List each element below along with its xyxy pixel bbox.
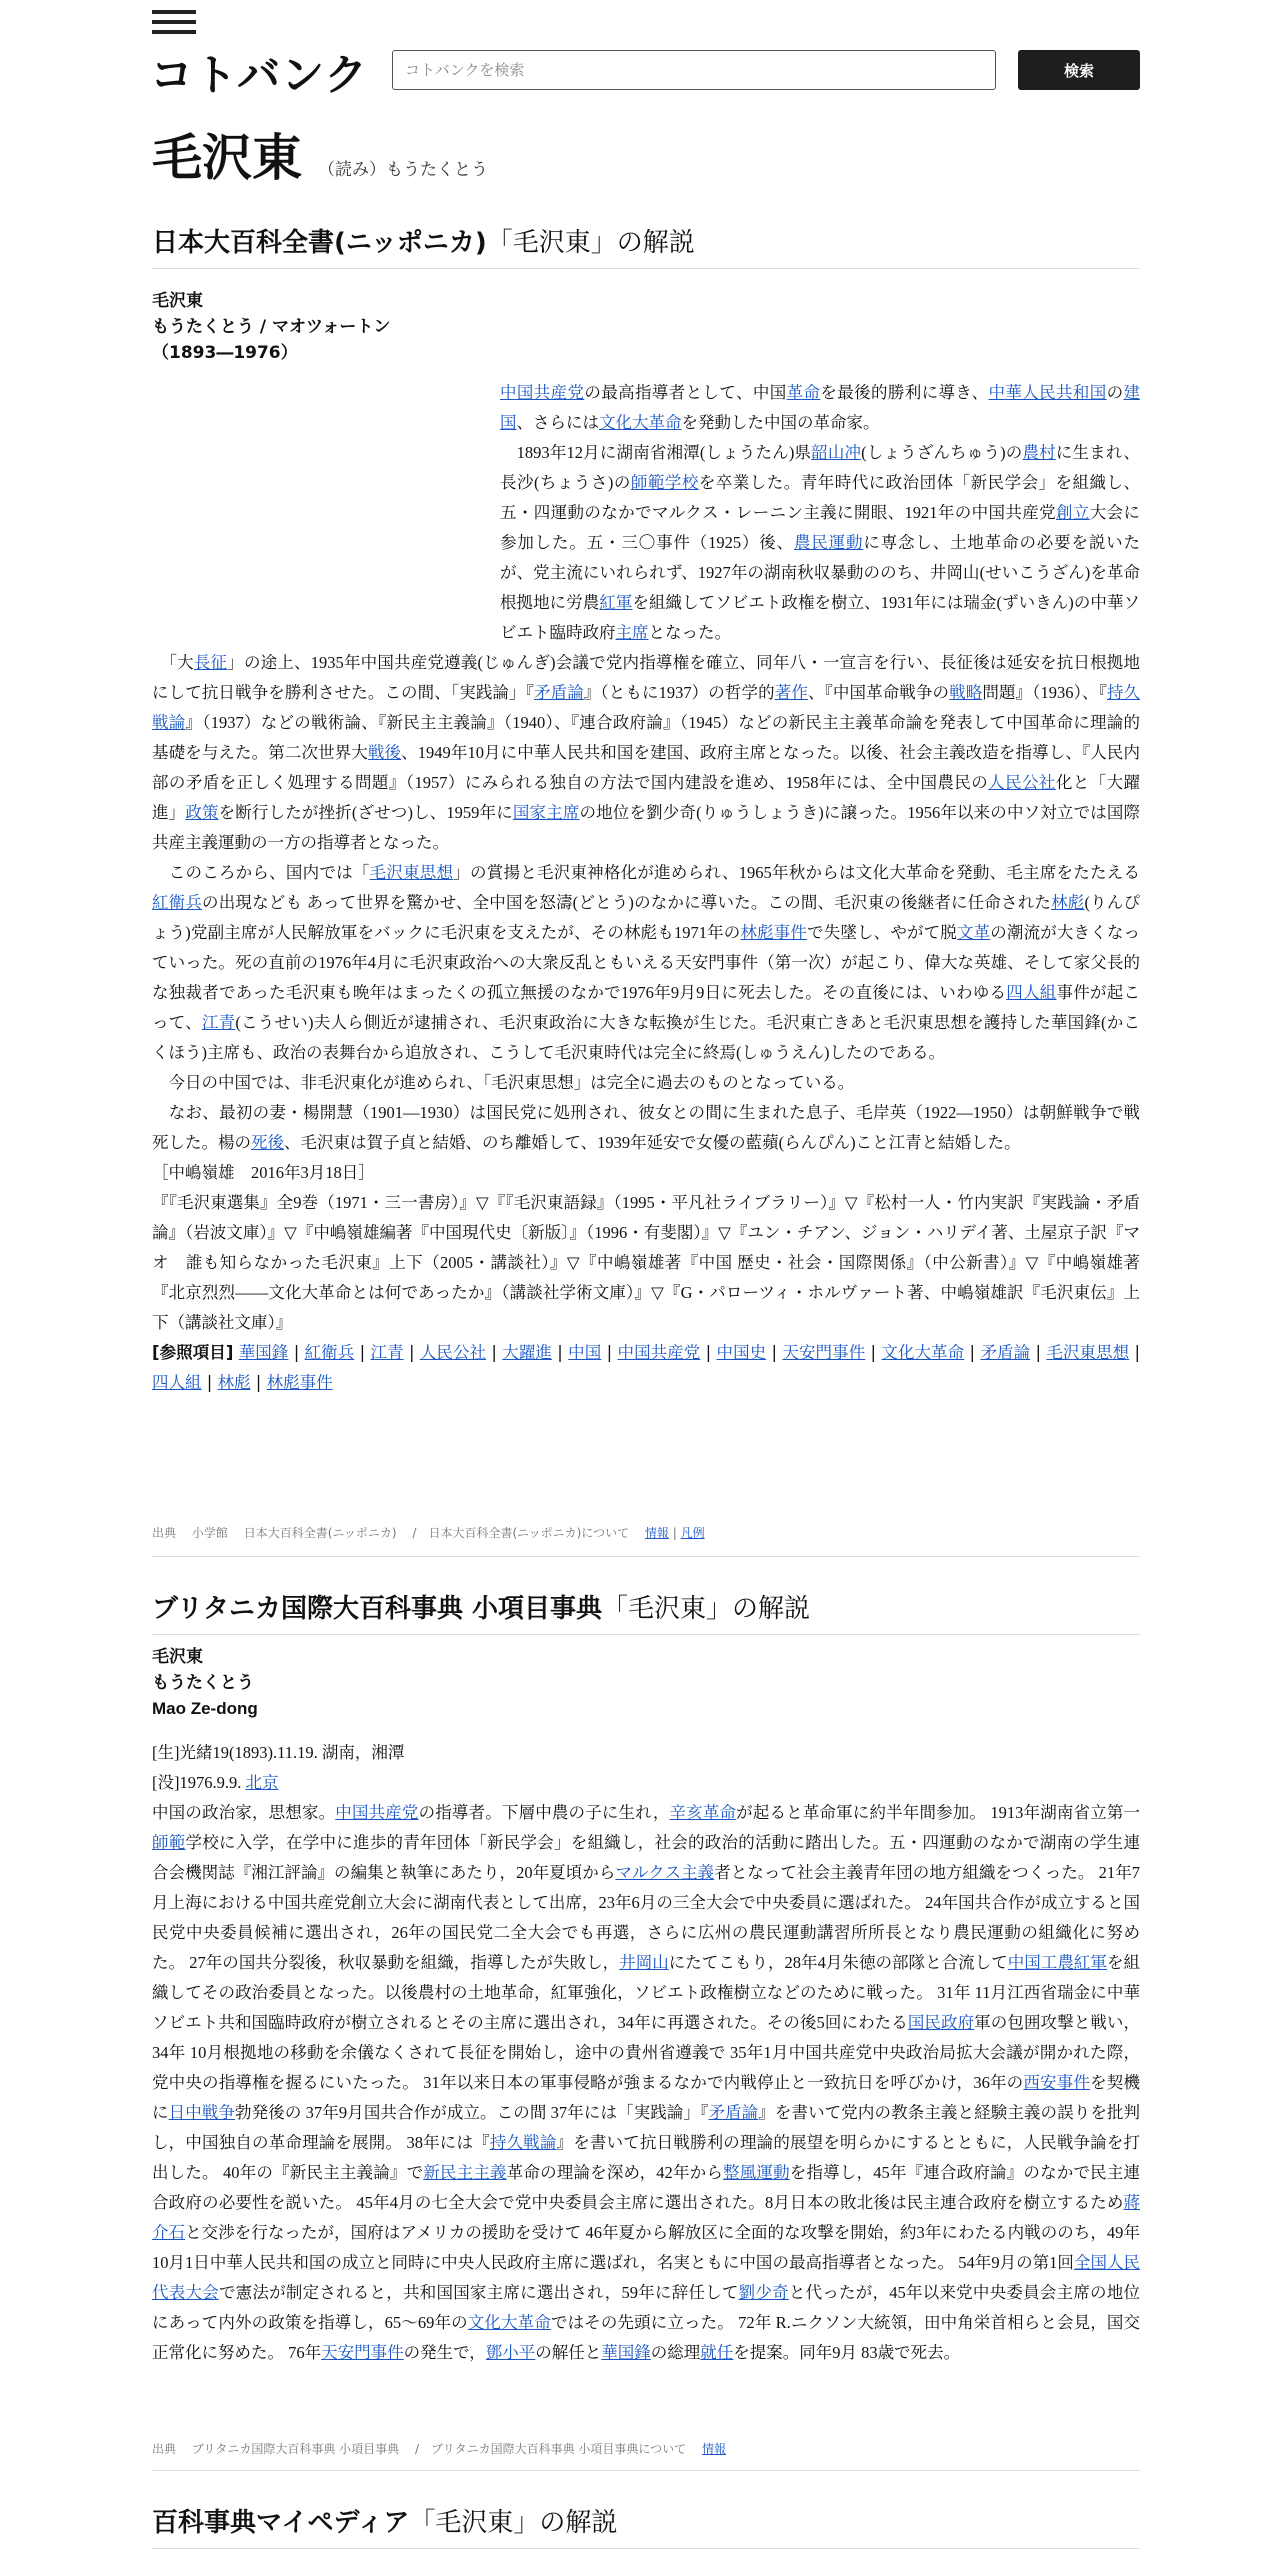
text-run: の最高指導者として、中国 [584, 383, 787, 402]
text-run: の地位を劉少奇(りゅうしょうき)に譲った。1956年以来の中ソ対立では国際共産主義運動の一方の指導者となった。 [152, 803, 1141, 852]
related-link[interactable]: 林彪 [217, 1373, 251, 1392]
paragraph [152, 1098, 1140, 1158]
term-link[interactable]: 死後 [251, 1133, 284, 1152]
source-about: 日本大百科全書(ニッポニカ)について [428, 1526, 630, 1540]
text-run: に専念し、土地革命の必要を説いたが、党主流にいれられず、1927年の湖南秋収暴動ののち、井岡山(せいこうざん)を革命根拠地に労農 [500, 533, 1141, 612]
text-run: と交渉を行なったが，国府はアメリカの援助を受けて 46年夏から解放区に全面的な攻撃を開始，約3年にわたる内戦ののち，49年 10月1日中華人民共和国の成立と同時に中央人民政府主席に選ばれ，名実ともに中国の最高指導者となった。 54年9月の第1回 [152, 2223, 1140, 2272]
nipponica-body [152, 648, 1140, 1398]
separator: | [551, 1343, 569, 1362]
term-link[interactable]: 持久戦論 [489, 2133, 557, 2152]
term-link[interactable]: 農村 [1022, 443, 1056, 462]
related-list [152, 1343, 1140, 1392]
paragraph [152, 1798, 1140, 2368]
nipponica-source: 出典 小学館 日本大百科全書(ニッポニカ) / 日本大百科全書(ニッポニカ)について 情報 | 凡例 [152, 1526, 705, 1540]
text-run: の解任と [535, 2343, 602, 2362]
text-run: の指導者。下層中農の子に生れ， [418, 1803, 670, 1822]
source-label: 出典 [152, 1526, 177, 1540]
term-link[interactable]: 韶山冲 [811, 443, 862, 462]
death-date: [没]1976.9.9. [152, 1773, 246, 1792]
text-run: (りんぴょう)党副主席が人民解放軍をバックに毛沢東を支えたが、その林彪も1971年の [152, 893, 1141, 942]
text-run: 勃発後の 37年9月国共合作が成立。この間 37年には「実践論」『 [235, 2103, 709, 2122]
text-run: このころから、国内では「 [152, 863, 370, 882]
text-run: を断行したが挫折(ざせつ)し、1959年に [218, 803, 513, 822]
term-link[interactable]: 就任 [700, 2343, 734, 2362]
related-link[interactable]: 矛盾論 [980, 1343, 1031, 1362]
term-link[interactable]: 中国共産党 [500, 383, 585, 402]
term-link[interactable]: 戦後 [367, 743, 402, 762]
text-run: 大会に参加した。五・三〇事件（1925）後、 [500, 503, 1140, 552]
text-run: 軍の包囲攻撃と戦い，34年 10月根拠地の移動を余儀なくされて長征を開始し，途中の貴州省遵義で 35年1月中国共産党中央政治局拡大会議が開かれた際，党中央の指導権を握るにいたった。 31年以来日本の軍事侵略が強まるなかで内戦停止と一致抗日を呼びかけ，36年の [152, 2013, 1141, 2092]
source-title: ブリタニカ国際大百科事典 小項目事典 [191, 2442, 400, 2456]
term-link[interactable]: 西安事件 [1023, 2073, 1091, 2092]
source-title: 日本大百科全書(ニッポニカ) [243, 1526, 397, 1540]
headword-reading: もうたくとう [152, 1673, 254, 1693]
text-run: 」の賞揚と毛沢東神格化が進められ、1965年秋からは文化大革命を発動、毛主席をたたえる [453, 863, 1141, 882]
text-run: 「大 [152, 653, 194, 672]
text-run: を組織してソビエト政権を樹立、1931年には瑞金(ずいきん)の中華ソビエト臨時政府 [500, 593, 1141, 642]
term-link[interactable]: 全国人民代表大会 [152, 2253, 1140, 2302]
related-link[interactable]: 四人組 [152, 1373, 202, 1392]
paragraph [152, 858, 1140, 1068]
text-run: 事件が起こって、 [152, 983, 1141, 1032]
text-run: の潮流が大きくなっていった。死の直前の1976年4月に毛沢東政治への大衆反乱ともいえる天安門事件（第一次）が起こり、偉大な英雄、そして家父長的な独裁者であった毛沢東も晩年はまったくの孤立無援のなかで1976年9月9日に死去した。その直後には、いわゆる [152, 923, 1141, 1002]
term-link[interactable]: 劉少奇 [738, 2283, 789, 2302]
text-run: の出現なども あって世界を驚かせ、全中国を怒濤(どとう)のなかに導いた。この間、毛沢東の後継者に任命された [202, 893, 1052, 912]
term-link[interactable]: 華国鋒 [601, 2343, 651, 2362]
text-run: を組織してその政治委員となった。以後農村の土地革命，紅軍強化，ソビエト政権樹立などのために戦った。 31年 11月江西省瑞金に中華ソビエト共和国臨時政府が樹立されるとその主席に選出され，34年に再選された。その後5回にわたる [152, 1953, 1141, 2032]
related-link[interactable]: 人民公社 [419, 1343, 487, 1362]
term-link[interactable]: 文化大革命 [599, 413, 682, 432]
separator: | [1030, 1343, 1047, 1362]
term-link[interactable]: マルクス主義 [615, 1863, 715, 1882]
term-link[interactable]: 創立 [1056, 503, 1090, 522]
term-link[interactable]: 文化大革命 [467, 2313, 551, 2332]
term-link[interactable]: 井岡山 [619, 1953, 669, 1972]
mypedia-heading [152, 2502, 617, 2539]
headword-reading: もうたくとう / マオツォートン [152, 317, 391, 337]
related-link[interactable]: 林彪事件 [266, 1373, 333, 1392]
separator: | [700, 1343, 717, 1362]
page-title-row [152, 118, 488, 190]
text-run: 者となって社会主義青年団の地方組織をつくった。 21年7月上海における中国共産党創立大会に湖南代表として出席，23年6月の三全大会で中央委員に選ばれた。 24年国共合作が成立すると国民党中央委員候補に選出され，26年の国民党二全大会でも再選，さらに広州の農民運動講習所所長となり農民運動の組織化に努めた。 27年の国共分裂後，秋収暴動を組織，指導したが失敗し， [152, 1863, 1141, 1972]
mypedia-heading-suffix: 「毛沢東」の解説 [409, 2508, 618, 2538]
text-run: の発生で， [403, 2343, 486, 2362]
text-run: 、さらには [516, 413, 599, 432]
text-run: と代ったが，45年以来党中央委員会主席の地位にあって内外の政策を指導し，65～69年の [152, 2283, 1141, 2332]
term-link[interactable]: 国家主席 [512, 803, 580, 822]
text-run: に生まれ、長沙(ちょうさ)の [500, 443, 1140, 492]
divider [152, 2470, 1140, 2471]
term-link[interactable]: 革命 [786, 383, 821, 402]
text-run: (こうせい)夫人ら側近が逮捕され、毛沢東政治に大きな転換が生じた。毛沢東亡きあと毛沢東思想を護持した華国鋒(かこくほう)主席も、政治の表舞台から追放され、こうして毛沢東時代は完全に終焉(しゅうえん)したのである。 [152, 1013, 1141, 1062]
term-link[interactable]: 著作 [774, 683, 808, 702]
term-link[interactable]: 師範学校 [630, 473, 699, 492]
separator: | [354, 1343, 371, 1362]
term-link[interactable]: 林彪 [1051, 893, 1085, 912]
text-run: 化と「大躍進」 [152, 773, 1140, 822]
term-link[interactable]: 農民運動 [794, 533, 864, 552]
term-link[interactable]: 矛盾論 [708, 2103, 759, 2122]
text-run: を契機に [152, 2073, 1140, 2122]
separator: | [766, 1343, 783, 1362]
headword-title: 毛沢東 [152, 291, 203, 311]
term-link[interactable]: 矛盾論 [534, 683, 584, 702]
paragraph: 今日の中国では、非毛沢東化が進められ、「毛沢東思想」は完全に過去のものとなっている。 [152, 1073, 855, 1092]
source-info-link[interactable]: 情報 [701, 2442, 726, 2456]
term-link[interactable]: 中国共産党 [335, 1803, 419, 1822]
page-title: 毛沢東 [152, 129, 302, 187]
text-run: 』を書いて党内の教条主義と経験主義の誤りを批判し，中国独自の革命理論を展開。 38年には『 [152, 2103, 1141, 2152]
separator: | [1129, 1343, 1141, 1362]
text-run: となった。 [648, 623, 731, 642]
separator: | [250, 1373, 267, 1392]
separator: | [486, 1343, 503, 1362]
text-run: 』を書いて抗日戦勝利の理論的展望を明らかにするとともに，人民戦争論を打出した。 40年の『新民主主義論』で [152, 2133, 1141, 2182]
term-link[interactable]: 建国 [500, 383, 1141, 432]
term-link[interactable]: 辛亥革命 [669, 1803, 737, 1822]
author-credit: ［中嶋嶺雄 2016年3月18日］ [152, 1163, 375, 1182]
search-button[interactable]: 検索 [1018, 50, 1140, 90]
related-link[interactable]: 中国 [568, 1343, 602, 1362]
term-link[interactable]: 長征 [193, 653, 228, 672]
text-run: 、『中国革命戦争の [807, 683, 950, 702]
source-label: 出典 [152, 2442, 177, 2456]
britannica-heading-dictionary: ブリタニカ国際大百科事典 小項目事典 [152, 1594, 603, 1624]
text-run: が起ると革命軍に約半年間参加。 1913年湖南省立第一 [736, 1803, 1141, 1822]
text-run: で憲法が制定されると，共和国国家主席に選出され，59年に辞任して [218, 2283, 739, 2302]
term-link[interactable]: 紅衛兵 [152, 893, 203, 912]
text-run: 問題』（1936）、『 [982, 683, 1107, 702]
source-example-link[interactable]: 凡例 [680, 1526, 705, 1540]
britannica-body [152, 1738, 1140, 2368]
birth: [生]光緒19(1893).11.19. 湖南，湘潭 [152, 1743, 405, 1762]
term-link[interactable]: 天安門事件 [321, 2343, 404, 2362]
bibliography: 『『毛沢東選集』全9巻（1971・三一書房）』▽『『毛沢東語録』（1995・平凡社ライブラリー）』▽『松村一人・竹内実訳『実践論・矛盾論』（岩波文庫）』▽『中嶋嶺雄編著『中国現代史〔新版〕』（1996・有斐閣）』▽『ユン・チアン、ジョン・ハリデイ著、土屋京子訳『マオ 誰も知らなかった毛沢東』上下（2005・講談社）』▽『中嶋嶺雄著『中国 歴史・社会・国際関係』（中公新書）』▽『中嶋嶺雄著『北京烈烈――文化大革命とは何であったか』（講談社学術文庫）』▽『G・パローツィ・ホルヴァート著、中嶋嶺雄訳『毛沢東伝』上下（講談社文庫）』 [152, 1193, 1140, 1332]
source-publisher: 小学館 [191, 1526, 228, 1540]
term-link[interactable]: 人民公社 [988, 773, 1056, 792]
text-run: にたてこもり，28年4月朱徳の部隊と合流して [668, 1953, 1008, 1972]
term-link[interactable]: 戦略 [949, 683, 983, 702]
divider [152, 1556, 1140, 1557]
text-run: で失墜し、やがて脱 [807, 923, 957, 942]
term-link[interactable]: 持久戦論 [152, 683, 1141, 732]
text-run: (しょうざんちゅう)の [861, 443, 1023, 462]
term-link[interactable]: 中華人民共和国 [988, 383, 1107, 402]
term-link[interactable]: 鄧小平 [485, 2343, 536, 2362]
related-link[interactable]: 大躍進 [502, 1343, 552, 1362]
term-link[interactable]: 主席 [615, 623, 649, 642]
divider [152, 2548, 1140, 2549]
title-reading: （読み）もうたくとう [318, 160, 488, 180]
divider [152, 268, 1140, 269]
death [152, 1768, 1140, 1798]
text-run: 」の途上、1935年中国共産党遵義(じゅんぎ)会議で党内指導権を確立、同年八・一宣言を行い、長征後は延安を抗日根拠地にして抗日戦争を勝利させた。この間、「実践論」『 [152, 653, 1141, 702]
related-link[interactable]: 文化大革命 [881, 1343, 965, 1362]
paragraph [500, 438, 1140, 648]
separator: | [403, 1343, 420, 1362]
text-run: 革命の理論を深め，42年から [506, 2163, 724, 2182]
text-run: ではその先頭に立った。 72年 R.ニクソン大統領，田中角栄首相らと会見，国交正常化に努めた。 76年 [152, 2313, 1140, 2362]
source-info-link[interactable]: 情報 [644, 1526, 669, 1540]
related-link[interactable]: 江青 [370, 1343, 404, 1362]
text-run: 、1949年10月に中華人民共和国を建国、政府主席となった。以後、社会主義改造を指導し、『人民内部の矛盾を正しく処理する問題』（1957）にみられる独自の方法で国内建設を進め、1958年には、全中国農民の [152, 743, 1141, 792]
related-link[interactable]: 華国鋒 [238, 1343, 289, 1362]
text-run: を最後的勝利に導き、 [820, 383, 989, 402]
term-link[interactable]: 文革 [956, 923, 991, 942]
separator: | [601, 1343, 618, 1362]
headword-romanization: Mao Ze-dong [152, 1699, 258, 1718]
term-link[interactable]: 四人組 [1006, 983, 1057, 1002]
term-link[interactable]: 江青 [201, 1013, 236, 1032]
term-link[interactable]: 整風運動 [723, 2163, 790, 2182]
nipponica-heading-dictionary: 日本大百科全書(ニッポニカ) [152, 228, 487, 258]
term-link[interactable]: 新民主主義 [423, 2163, 507, 2182]
related-link[interactable]: 天安門事件 [782, 1343, 866, 1362]
britannica-heading-suffix: 「毛沢東」の解説 [602, 1594, 811, 1624]
source-about: ブリタニカ国際大百科事典 小項目事典について [431, 2442, 687, 2456]
paragraph [152, 648, 1140, 858]
term-link[interactable]: 蔣介石 [152, 2193, 1140, 2242]
term-link[interactable]: 国民政府 [907, 2013, 975, 2032]
term-link[interactable]: 政策 [185, 803, 219, 822]
divider [152, 1634, 1140, 1635]
britannica-heading [152, 1588, 810, 1625]
text-run: を提案。同年9月 83歳で死去。 [733, 2343, 961, 2362]
britannica-headword [152, 1644, 258, 1722]
text-run: なお、最初の妻・楊開慧（1901―1930）は国民党に処刑され、彼女との間に生まれた息子、毛岸英（1922―1950）は朝鮮戦争で戦死した。楊の [152, 1103, 1140, 1152]
nipponica-heading-suffix: 「毛沢東」の解説 [486, 228, 695, 258]
text-run: 』（ともに1937）の哲学的 [583, 683, 775, 702]
related-link[interactable]: 中国史 [716, 1343, 767, 1362]
separator: | [201, 1373, 218, 1392]
related-link[interactable]: 毛沢東思想 [1046, 1343, 1130, 1362]
text-run: を指導し，45年『連合政府論』のなかで民主連合政府の必要性を説いた。 45年4月の七全大会で党中央委員会主席に選出された。8月日本の敗北後は民主連合政府を樹立するため [152, 2163, 1141, 2212]
term-link[interactable]: 日中戦争 [168, 2103, 236, 2122]
text-run: 学校に入学，在学中に進歩的青年団体「新民学会」を組織し，社会的政治的活動に踏出した。五・四運動のなかで湖南の学生連合会機関誌『湘江評論』の編集と執筆にあたり，20年夏頃から [152, 1833, 1140, 1882]
nipponica-headword [152, 288, 390, 366]
text-run: を発動した中国の革命家。 [681, 413, 880, 432]
nipponica-heading [152, 222, 695, 259]
related-links [152, 1338, 1140, 1398]
term-link[interactable]: 師範 [152, 1833, 186, 1852]
term-link[interactable]: 紅軍 [599, 593, 633, 612]
separator: | [964, 1343, 981, 1362]
text-run: 1893年12月に湖南省湘潭(しょうたん)県 [500, 443, 812, 462]
text-run: の総理 [650, 2343, 701, 2362]
search-input[interactable] [392, 50, 996, 90]
text-run: 中国の政治家，思想家。 [152, 1803, 336, 1822]
headword-years: （1893―1976） [152, 343, 298, 363]
text-run: 』（1937）などの戦術論、『新民主主義論』（1940）、『連合政府論』（1945）などの新民主主義革命論を発表して中国革命に理論的基礎を与えた。第二次世界大 [152, 713, 1140, 762]
death-place-link[interactable]: 北京 [245, 1773, 279, 1792]
nipponica-intro [500, 378, 1140, 648]
britannica-source: 出典 ブリタニカ国際大百科事典 小項目事典 / ブリタニカ国際大百科事典 小項目事典について 情報 [152, 2442, 726, 2456]
related-link[interactable]: 紅衛兵 [304, 1343, 355, 1362]
related-link[interactable]: 中国共産党 [617, 1343, 701, 1362]
separator: | [288, 1343, 305, 1362]
paragraph [500, 378, 1140, 438]
term-link[interactable]: 毛沢東思想 [369, 863, 454, 882]
text-run: を卒業した。青年時代に政治団体「新民学会」を組織し、五・四運動のなかでマルクス・レーニン主義に開眼、1921年の中国共産党 [500, 473, 1140, 522]
text-run: 、毛沢東は賀子貞と結婚、のち離婚して、1939年延安で女優の藍蘋(らんぴん)こと江青と結婚した。 [284, 1133, 1021, 1152]
menu-icon[interactable] [152, 10, 196, 34]
separator: | [865, 1343, 882, 1362]
term-link[interactable]: 林彪事件 [740, 923, 808, 942]
related-label: [参照項目] [152, 1343, 234, 1362]
headword-title: 毛沢東 [152, 1647, 203, 1667]
text-run: の [1106, 383, 1124, 402]
site-logo[interactable]: コトバンク [150, 51, 369, 101]
mypedia-heading-dictionary: 百科事典マイペディア [152, 2508, 410, 2538]
term-link[interactable]: 中国工農紅軍 [1007, 1953, 1107, 1972]
